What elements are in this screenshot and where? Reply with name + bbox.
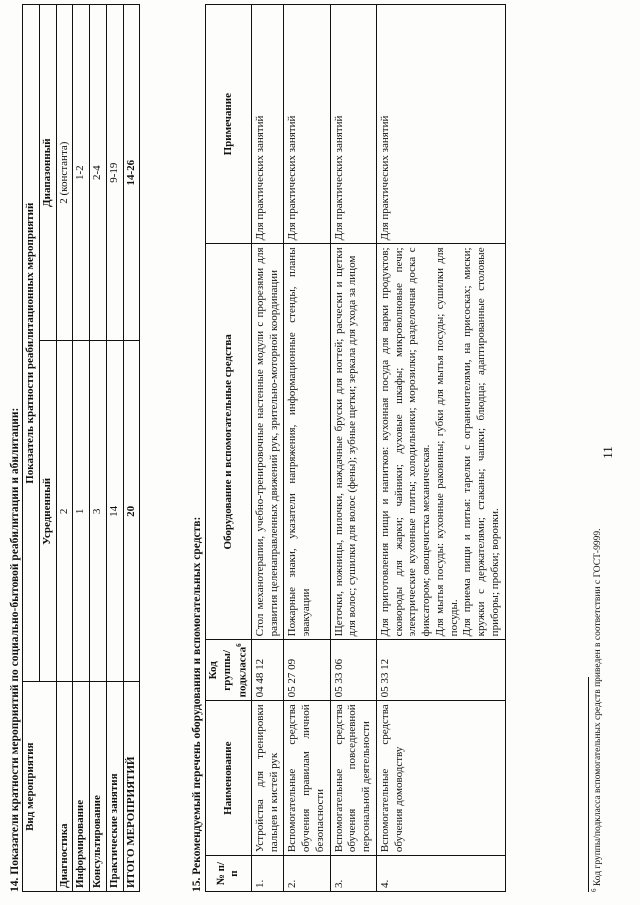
equipment-row [251, 5, 284, 892]
range-value: 1-2 [73, 5, 90, 341]
section-15-title: 15. Рекомендуемый перечень оборудования и вспомогательных средств: [191, 516, 203, 892]
column-activity-header: Вид мероприятия [23, 682, 57, 892]
equipment-row [330, 5, 376, 892]
range-value: 14-26 [123, 5, 140, 341]
item-name: Вспомогательные средства обучения домоводству [376, 701, 505, 856]
column-code-header [206, 640, 252, 701]
frequency-table [22, 4, 140, 892]
average-value: 14 [106, 341, 123, 682]
column-number-header: № п/п [206, 856, 252, 892]
equipment-description [251, 244, 284, 640]
equipment-paragraph: Для приема пищи и питья: тарелки с ограничителями, на присосках; миски; кружки с держателями; стаканы; чашки; блюдца; адаптированные столовые приборы; пробки; воронки. [461, 247, 501, 637]
equipment-paragraph: Для мытья посуды: кухонные раковины; губки для мытья посуды; сушилки для посуды. [433, 247, 460, 637]
equipment-paragraph: Для приготовления пищи и напитков: кухонная посуда для варки продуктов; сковороды для жарки; чайники; духовые шкафы; микроволновые печи; электрические кухонные плиты; холодильники; морозилки; разделочная доска с фиксатором; овощечистка механическая. [378, 247, 433, 637]
item-name: Вспомогательные средства обучения правилам личной безопасности [284, 701, 330, 856]
frequency-row [56, 5, 73, 892]
frequency-total-row [123, 5, 140, 892]
footnote-text: Код группы/подкласса вспомогательных средств приведен в соответствии с ГОСТ-9999. [593, 528, 604, 889]
average-value: 2 [56, 341, 73, 682]
code-header-text: Код группы/подкласса [207, 646, 249, 698]
frequency-row [73, 5, 90, 892]
item-name: Устройства для тренировки пальцев и кистей рук [251, 701, 284, 856]
activity-name: Консультирование [90, 682, 107, 892]
group-code: 05 33 06 [330, 640, 376, 701]
activity-name: ИТОГО МЕРОПРИЯТИЙ [123, 682, 140, 892]
group-code: 05 27 09 [284, 640, 330, 701]
footnote-divider [588, 677, 589, 892]
range-value: 2 (константа) [56, 5, 73, 341]
equipment-table-header-row [206, 5, 252, 892]
activity-name: Диагностика [56, 682, 73, 892]
average-value: 3 [90, 341, 107, 682]
item-name: Вспомогательные средства обучения повседневной персональной деятельности [330, 701, 376, 856]
frequency-table-header-row [23, 5, 40, 892]
equipment-paragraph: Пожарные знаки, указатели напряжения, информационные стенды, планы эвакуации [286, 247, 313, 637]
equipment-row [376, 5, 505, 892]
item-note: Для практических занятий [376, 5, 505, 244]
average-value: 1 [73, 341, 90, 682]
section-14-title: 14. Показатели кратности мероприятий по социально-бытовой реабилитации и абилитации: [9, 407, 21, 892]
range-value: 2-4 [90, 5, 107, 341]
equipment-paragraph: Стол механотерапии, учебно-тренировочные настенные модули с прорезями для развития целенаправленных движений рук, зрительно-моторной координации [253, 247, 280, 637]
row-number: 1. [251, 856, 284, 892]
equipment-description [284, 244, 330, 640]
activity-name: Практические занятия [106, 682, 123, 892]
group-code: 04 48 12 [251, 640, 284, 701]
item-note: Для практических занятий [330, 5, 376, 244]
frequency-row [106, 5, 123, 892]
equipment-table [205, 4, 506, 892]
equipment-paragraph: Щеточки, ножницы, пилочки, наждачные бруски для ногтей; расчески и щетки для волос; сушилки для волос (фены); зубные щетки; зеркала для ухода за лицом [332, 247, 359, 637]
footnote-marker: 6 [590, 888, 598, 892]
group-code: 05 33 12 [376, 640, 505, 701]
column-group-header: Показатель кратности реабилитационных мероприятий [23, 5, 40, 682]
equipment-row [284, 5, 330, 892]
footnote-marker: 6 [234, 643, 243, 647]
row-number: 2. [284, 856, 330, 892]
row-number: 4. [376, 856, 505, 892]
row-number: 3. [330, 856, 376, 892]
column-name-header: Наименование [206, 701, 252, 856]
average-value: 20 [123, 341, 140, 682]
range-value: 9-19 [106, 5, 123, 341]
equipment-description [330, 244, 376, 640]
item-note: Для практических занятий [284, 5, 330, 244]
equipment-description [376, 244, 505, 640]
activity-name: Информирование [73, 682, 90, 892]
column-range-header: Диапазонный [39, 5, 56, 341]
column-note-header: Примечание [206, 5, 252, 244]
column-equipment-header: Оборудование и вспомогательные средства [206, 244, 252, 640]
frequency-row [90, 5, 107, 892]
page-number: 11 [600, 446, 615, 459]
item-note: Для практических занятий [251, 5, 284, 244]
column-average-header: Усредненный [39, 341, 56, 682]
